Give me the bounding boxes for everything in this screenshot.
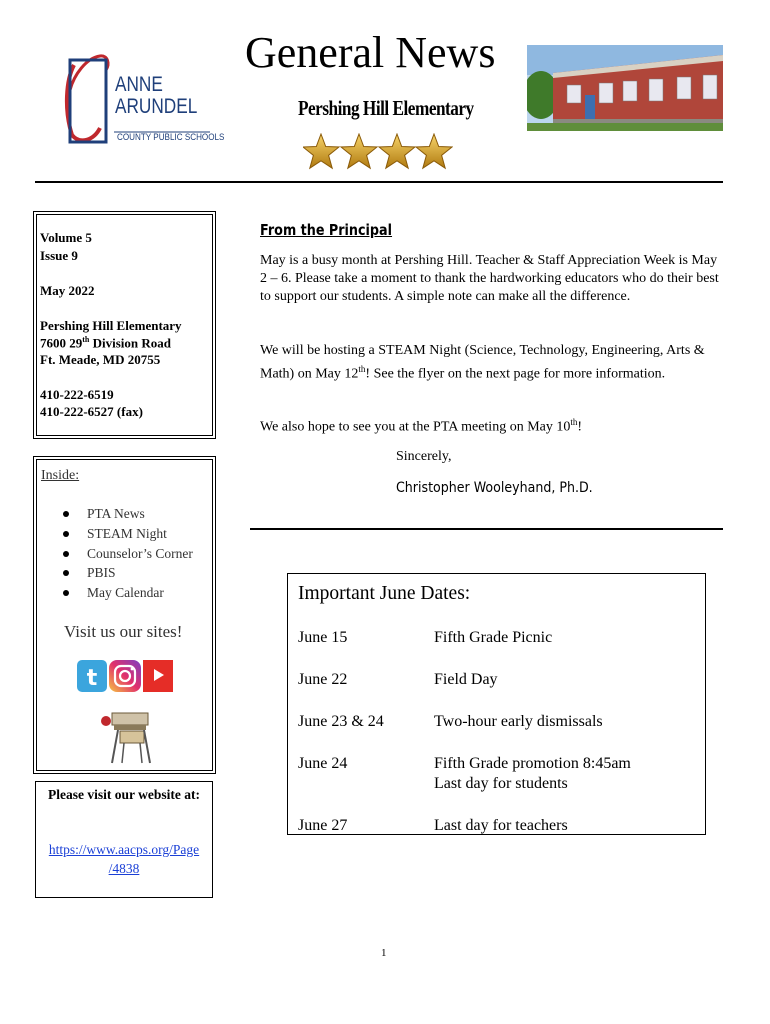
- event-label: Fifth Grade Picnic: [434, 629, 553, 646]
- date-label: June 23 & 24: [298, 713, 384, 730]
- event-label: Two-hour early dismissals: [434, 713, 603, 730]
- website-link[interactable]: https://www.aacps.org/Page /4838: [48, 842, 200, 876]
- svg-text:t: t: [86, 666, 98, 691]
- list-item: PBIS: [60, 563, 193, 583]
- volume-text: Volume 5: [40, 230, 92, 245]
- closing-text: Sincerely,: [396, 449, 452, 464]
- principal-paragraph-2: We will be hosting a STEAM Night (Science, Technology, Engineering, Arts & Math) on May 12th! See the flyer on the next page for more information.: [260, 343, 705, 382]
- school-building-photo: [527, 45, 723, 131]
- event-label: Field Day: [434, 671, 498, 688]
- principal-paragraph-3: We also hope to see you at the PTA meeting on May 10th!: [260, 417, 583, 435]
- list-item: STEAM Night: [60, 524, 193, 544]
- section-divider: [250, 528, 723, 530]
- fax-number: 410-222-6527 (fax): [40, 404, 143, 419]
- principal-paragraph-1: May is a busy month at Pershing Hill. Teacher & Staff Appreciation Week is May 2 – 6. Please take a moment to thank the hardworking educators who do their best to support our students. A simple note can make all the difference.: [260, 253, 719, 304]
- school-name: Pershing Hill Elementary: [298, 96, 474, 120]
- rating-stars-icon: [303, 133, 453, 173]
- info-school-name: Pershing Hill Elementary: [40, 318, 182, 333]
- website-label: Please visit our website at:: [48, 787, 200, 802]
- issue-text: Issue 9: [40, 248, 78, 263]
- list-item: Counselor’s Corner: [60, 544, 193, 564]
- city-line: Ft. Meade, MD 20755: [40, 352, 161, 367]
- june-dates-heading: Important June Dates:: [298, 583, 471, 604]
- inside-label: Inside:: [41, 468, 80, 483]
- date-label: June 15: [298, 629, 348, 646]
- social-icons[interactable]: [77, 658, 173, 694]
- youtube-icon[interactable]: [143, 660, 173, 692]
- list-item: PTA News: [60, 504, 193, 524]
- school-desk-icon: [98, 711, 156, 765]
- header-divider: [35, 181, 723, 183]
- visit-sites-text: Visit us our sites!: [64, 622, 183, 641]
- principal-heading: From the Principal: [260, 221, 393, 239]
- newsletter-title: General News: [245, 28, 496, 77]
- address-line: 7600 29th Division Road: [40, 335, 172, 351]
- event-label: Last day for teachers: [434, 817, 568, 834]
- date-label: June 22: [298, 671, 348, 688]
- logo-text-county: COUNTY PUBLIC SCHOOLS: [117, 132, 225, 142]
- instagram-icon[interactable]: [109, 660, 141, 692]
- phone-number: 410-222-6519: [40, 387, 114, 402]
- event-label: Fifth Grade promotion 8:45am Last day for students: [434, 755, 631, 792]
- june-dates-box: [287, 573, 706, 835]
- logo-text-anne: ANNE: [115, 73, 163, 96]
- twitter-icon[interactable]: [77, 660, 107, 692]
- date-label: June 27: [298, 817, 348, 834]
- inside-list: [60, 504, 193, 603]
- page-number: 1: [381, 947, 387, 959]
- issue-date: May 2022: [40, 283, 95, 298]
- principal-signature: Christopher Wooleyhand, Ph.D.: [396, 480, 593, 496]
- list-item: May Calendar: [60, 583, 193, 603]
- date-label: June 24: [298, 755, 348, 772]
- logo-text-arundel: ARUNDEL: [115, 95, 198, 118]
